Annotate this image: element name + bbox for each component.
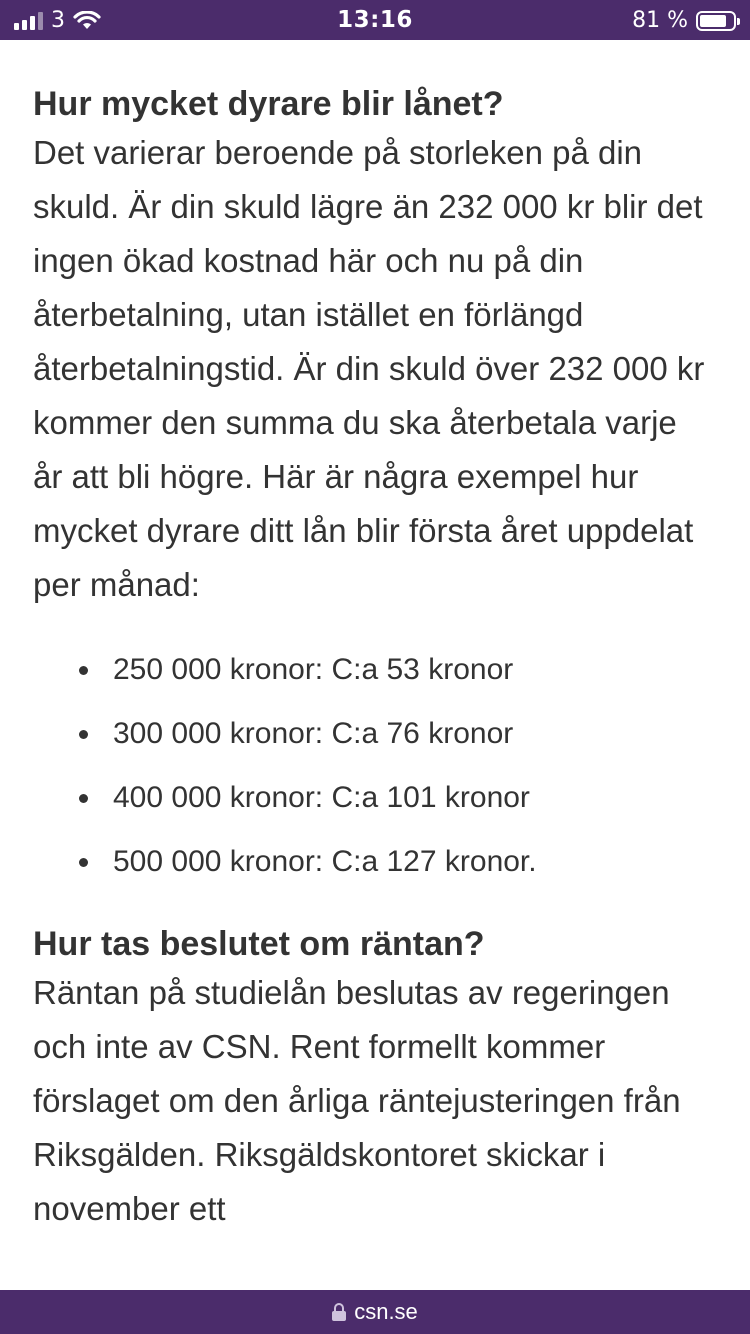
url-domain[interactable]: csn.se	[354, 1299, 418, 1324]
bullet-icon	[79, 730, 88, 739]
list-item: 400 000 kronor: C:a 101 kronor	[79, 766, 710, 830]
page-content[interactable]	[0, 40, 750, 1290]
paragraph-loan-cost: Det varierar beroende på storleken på din skuld. Är din skuld lägre än 232 000 kr blir det ingen ökad kostnad här och nu på din återbetalning, utan istället en förlängd återbetalningstid. Är din skuld över 232 000 kr kommer den summa du ska återbetala varje år att bli högre. Här är några exempel hur mycket dyrare ditt lån blir första året uppdelat per månad:	[33, 134, 705, 603]
list-item: 500 000 kronor: C:a 127 kronor.	[79, 830, 710, 894]
carrier-label: 3	[51, 8, 65, 33]
battery-icon	[696, 11, 736, 31]
bullet-icon	[79, 794, 88, 803]
bullet-icon	[79, 858, 88, 867]
status-time: 13:16	[337, 7, 413, 33]
battery-percent: 81 %	[632, 8, 688, 33]
heading-interest-decision: Hur tas beslutet om räntan?	[33, 925, 485, 963]
bullet-icon	[79, 666, 88, 675]
examples-list	[33, 638, 710, 894]
lock-icon	[332, 1303, 346, 1321]
url-bar[interactable]	[0, 1290, 750, 1334]
status-right	[632, 8, 736, 33]
list-item: 250 000 kronor: C:a 53 kronor	[79, 638, 710, 702]
battery-level	[700, 15, 726, 27]
heading-loan-cost: Hur mycket dyrare blir lånet?	[33, 85, 504, 123]
paragraph-interest-decision: Räntan på studielån beslutas av regeringen och inte av CSN. Rent formellt kommer förslaget om den årliga räntejusteringen från Riksgälden. Riksgäldskontoret skickar i november ett	[33, 974, 681, 1227]
status-bar	[0, 0, 750, 40]
list-item: 300 000 kronor: C:a 76 kronor	[79, 702, 710, 766]
article	[0, 82, 750, 1236]
